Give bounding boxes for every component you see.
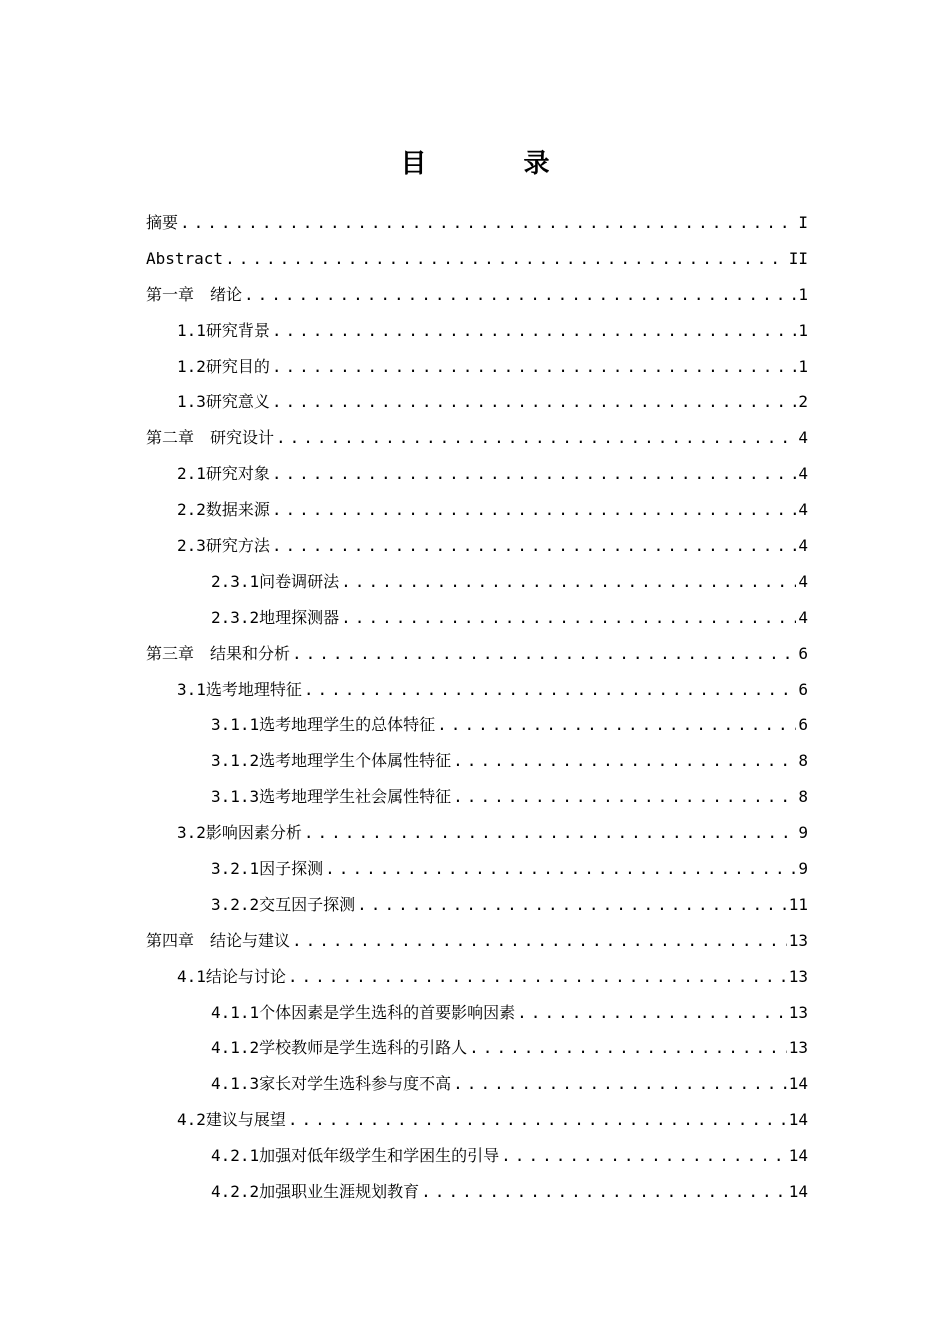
dot-leader xyxy=(292,636,796,672)
dot-leader xyxy=(225,241,787,277)
toc-entry-label: 3.2.2交互因子探测 xyxy=(211,894,356,914)
toc-entry[interactable] xyxy=(146,815,808,851)
toc-entry-page-number: 1 xyxy=(798,284,808,304)
toc-entry-label: 2.3.2地理探测器 xyxy=(211,607,340,627)
dot-leader xyxy=(276,420,796,456)
toc-entry[interactable] xyxy=(146,313,808,349)
toc-entry[interactable] xyxy=(146,564,808,600)
toc-entry-label: 2.2数据来源 xyxy=(177,500,270,520)
toc-entry-page-number: 4 xyxy=(798,464,808,484)
toc-entry[interactable] xyxy=(146,959,808,995)
dot-leader xyxy=(421,1174,787,1210)
toc-entry-page-number: 13 xyxy=(788,1002,808,1022)
toc-entry-page-number: 14 xyxy=(788,1182,808,1202)
toc-entry[interactable] xyxy=(146,887,808,923)
toc-entry-page-number: 6 xyxy=(798,679,808,699)
toc-entry-page-number: I xyxy=(798,213,808,232)
toc-entry[interactable] xyxy=(146,349,808,385)
toc-entry[interactable] xyxy=(146,923,808,959)
toc-entry-label: 3.1.3选考地理学生社会属性特征 xyxy=(211,787,452,807)
dot-leader xyxy=(437,707,796,743)
toc-entry[interactable] xyxy=(146,492,808,528)
toc-entry-label: 第二章 研究设计 xyxy=(146,428,275,448)
toc-entry-page-number: 8 xyxy=(798,787,808,807)
toc-entry-label: Abstract xyxy=(146,248,224,268)
toc-entry-label: 1.2研究目的 xyxy=(177,356,270,376)
toc-entry-label: 2.3研究方法 xyxy=(177,536,270,556)
toc-entry-page-number: 4 xyxy=(798,500,808,520)
toc-entry-label: 4.2建议与展望 xyxy=(177,1110,286,1130)
dot-leader xyxy=(357,887,787,923)
toc-entry[interactable] xyxy=(146,1174,808,1210)
table-of-contents xyxy=(146,205,808,1210)
toc-entry[interactable] xyxy=(146,995,808,1031)
dot-leader xyxy=(272,528,796,564)
toc-entry-page-number: 4 xyxy=(798,607,808,627)
toc-entry-label: 1.1研究背景 xyxy=(177,320,270,340)
toc-entry-page-number: 4 xyxy=(798,428,808,448)
toc-entry-label: 3.1.2选考地理学生个体属性特征 xyxy=(211,751,452,771)
toc-entry-label: 4.1.1个体因素是学生选科的首要影响因素 xyxy=(211,1002,516,1022)
dot-leader xyxy=(272,384,796,420)
toc-entry[interactable] xyxy=(146,1066,808,1102)
toc-entry-label: 3.1选考地理特征 xyxy=(177,679,302,699)
toc-entry-page-number: 14 xyxy=(788,1146,808,1166)
toc-entry-label: 2.1研究对象 xyxy=(177,464,270,484)
toc-entry[interactable] xyxy=(146,851,808,887)
toc-entry-page-number: 14 xyxy=(788,1110,808,1130)
toc-entry-page-number: 8 xyxy=(798,751,808,771)
toc-entry-label: 4.1.2学校教师是学生选科的引路人 xyxy=(211,1038,468,1058)
toc-entry-label: 4.2.2加强职业生涯规划教育 xyxy=(211,1182,420,1202)
toc-entry-label: 第四章 结论与建议 xyxy=(146,930,291,950)
dot-leader xyxy=(288,959,787,995)
toc-entry[interactable] xyxy=(146,600,808,636)
toc-entry[interactable] xyxy=(146,672,808,708)
toc-entry-label: 3.1.1选考地理学生的总体特征 xyxy=(211,715,436,735)
toc-entry[interactable] xyxy=(146,743,808,779)
toc-entry-page-number: 4 xyxy=(798,536,808,556)
dot-leader xyxy=(517,995,787,1031)
toc-entry[interactable] xyxy=(146,1030,808,1066)
toc-entry-page-number: 13 xyxy=(788,966,808,986)
toc-entry-page-number: 9 xyxy=(798,823,808,843)
toc-entry-page-number: 6 xyxy=(798,715,808,735)
dot-leader xyxy=(272,349,796,385)
toc-entry[interactable] xyxy=(146,707,808,743)
toc-entry-page-number: 2 xyxy=(798,392,808,412)
toc-entry-page-number: 1 xyxy=(798,356,808,376)
dot-leader xyxy=(304,815,796,851)
toc-entry[interactable] xyxy=(146,1138,808,1174)
dot-leader xyxy=(288,1102,787,1138)
toc-entry-label: 2.3.1问卷调研法 xyxy=(211,571,340,591)
dot-leader xyxy=(180,205,796,241)
toc-entry-page-number: 13 xyxy=(788,930,808,950)
dot-leader xyxy=(453,1066,787,1102)
toc-entry-page-number: 9 xyxy=(798,859,808,879)
dot-leader xyxy=(469,1030,787,1066)
toc-entry-page-number: II xyxy=(788,248,808,268)
dot-leader xyxy=(453,779,796,815)
toc-entry-label: 3.2影响因素分析 xyxy=(177,823,302,843)
toc-entry[interactable] xyxy=(146,528,808,564)
toc-entry-page-number: 11 xyxy=(788,894,808,914)
toc-entry-label: 第三章 结果和分析 xyxy=(146,643,291,663)
toc-entry-label: 4.1.3家长对学生选科参与度不高 xyxy=(211,1074,452,1094)
toc-entry[interactable] xyxy=(146,384,808,420)
dot-leader xyxy=(304,672,796,708)
toc-entry-page-number: 4 xyxy=(798,571,808,591)
dot-leader xyxy=(272,456,796,492)
dot-leader xyxy=(501,1138,787,1174)
toc-entry[interactable] xyxy=(146,1102,808,1138)
toc-entry-label: 4.2.1加强对低年级学生和学困生的引导 xyxy=(211,1146,500,1166)
dot-leader xyxy=(244,277,796,313)
toc-entry[interactable] xyxy=(146,456,808,492)
dot-leader xyxy=(272,492,796,528)
toc-entry-page-number: 1 xyxy=(798,320,808,340)
toc-entry-label: 摘要 xyxy=(146,213,179,232)
dot-leader xyxy=(453,743,796,779)
toc-entry-label: 4.1结论与讨论 xyxy=(177,966,286,986)
dot-leader xyxy=(325,851,796,887)
page-title: 目 录 xyxy=(400,149,594,179)
dot-leader xyxy=(272,313,796,349)
toc-entry[interactable] xyxy=(146,277,808,313)
toc-entry-label: 1.3研究意义 xyxy=(177,392,270,412)
dot-leader xyxy=(341,600,796,636)
toc-entry-label: 第一章 绪论 xyxy=(146,284,243,304)
toc-entry[interactable] xyxy=(146,241,808,277)
toc-entry-label: 3.2.1因子探测 xyxy=(211,859,324,879)
toc-entry[interactable] xyxy=(146,205,808,241)
toc-entry-page-number: 6 xyxy=(798,643,808,663)
toc-entry[interactable] xyxy=(146,779,808,815)
toc-entry[interactable] xyxy=(146,420,808,456)
dot-leader xyxy=(292,923,787,959)
dot-leader xyxy=(341,564,796,600)
toc-entry[interactable] xyxy=(146,636,808,672)
toc-entry-page-number: 13 xyxy=(788,1038,808,1058)
toc-entry-page-number: 14 xyxy=(788,1074,808,1094)
